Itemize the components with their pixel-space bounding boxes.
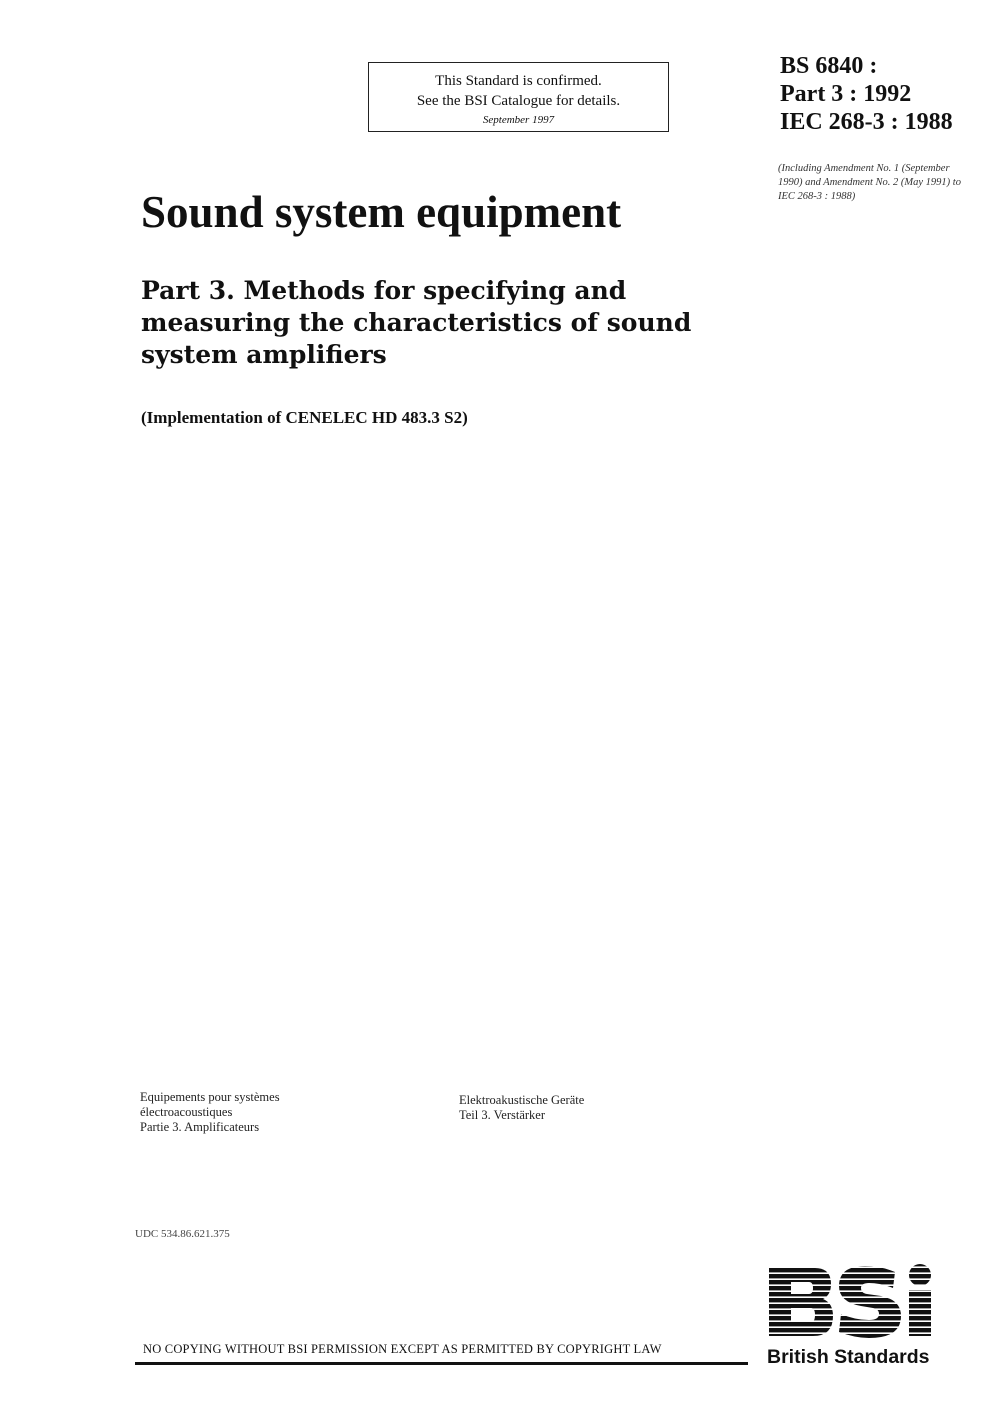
bsi-caption: British Standards <box>767 1346 930 1368</box>
confirmation-line-2: See the BSI Catalogue for details. <box>416 93 621 109</box>
french-title-line-3: Partie 3. Amplificateurs <box>140 1120 260 1134</box>
french-title <box>140 1090 280 1135</box>
designation-bs-number: BS 6840 : <box>780 53 878 79</box>
french-title-line-2: électroacoustiques <box>140 1105 233 1119</box>
german-title-line-1: Elektroakustische Geräte <box>459 1093 585 1107</box>
implementation-note: (Implementation of CENELEC HD 483.3 S2) <box>141 408 468 427</box>
french-title-line-1: Equipements pour systèmes <box>140 1090 280 1104</box>
copyright-rule <box>135 1362 748 1365</box>
page-title: Sound system equipment <box>141 187 622 237</box>
standard-designation <box>780 52 953 136</box>
confirmation-line-1: This Standard is confirmed. <box>435 73 602 89</box>
page-subtitle: Part 3. Methods for specifying and measuring the characteristics of sound system amplifiers <box>141 276 692 369</box>
bsi-logo-icon <box>765 1262 945 1372</box>
designation-part: Part 3 : 1992 <box>780 81 912 107</box>
copyright-notice: NO COPYING WITHOUT BSI PERMISSION EXCEPT AS PERMITTED BY COPYRIGHT LAW <box>143 1342 662 1356</box>
bsi-logo <box>765 1262 945 1372</box>
german-title-line-2: Teil 3. Verstärker <box>459 1108 546 1122</box>
udc-code: UDC 534.86.621.375 <box>135 1228 230 1240</box>
confirmation-date: September 1997 <box>482 114 555 126</box>
confirmation-box <box>368 62 669 132</box>
designation-iec: IEC 268-3 : 1988 <box>780 109 953 135</box>
german-title <box>459 1093 584 1123</box>
amendment-note: (Including Amendment No. 1 (September 1990) and Amendment No. 2 (May 1991) to IEC 268-3 : 1988) <box>778 163 961 202</box>
